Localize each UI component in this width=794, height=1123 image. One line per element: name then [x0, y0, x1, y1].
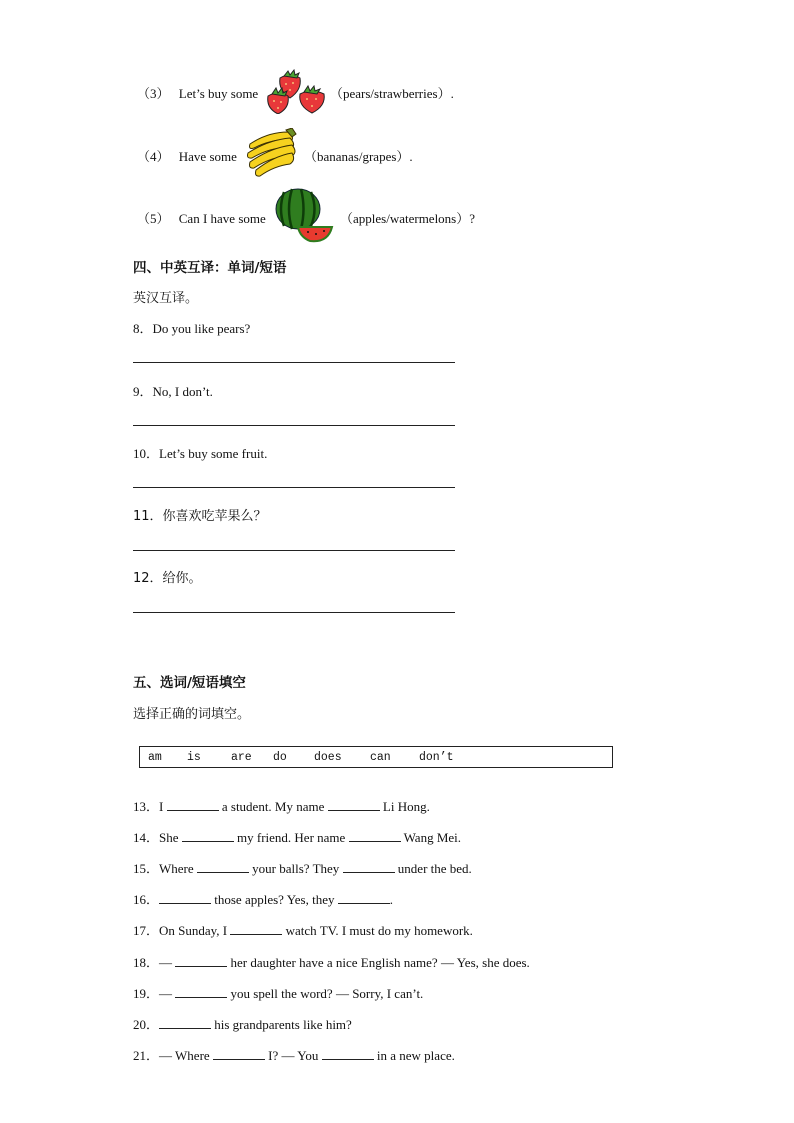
blank[interactable] [182, 831, 234, 842]
translation-question-8: 8．Do you like pears? [133, 321, 251, 336]
fill-question-21 [133, 1045, 455, 1064]
word-bank-item: do [273, 751, 287, 764]
section-5-instruction: 选择正确的词填空。 [133, 707, 251, 722]
question-number: 17． [133, 923, 160, 938]
question-text: your balls? They [248, 861, 343, 876]
question-text: . [389, 892, 394, 907]
bananas-icon [244, 128, 300, 178]
word-bank-item: am [148, 751, 162, 764]
question-text: Li Hong. [379, 799, 430, 814]
translation-question-11: 11．你喜欢吃苹果么？ [133, 509, 267, 524]
picture-item-5 [137, 208, 266, 227]
fill-question-19 [133, 983, 423, 1002]
question-text: Where [159, 861, 197, 876]
blank[interactable] [328, 800, 380, 811]
strawberries-icon [266, 68, 328, 114]
question-text: a student. My name [218, 799, 328, 814]
translation-question-10: 10．Let’s buy some fruit. [133, 446, 268, 461]
fill-question-20 [133, 1014, 352, 1033]
word-bank-box [139, 746, 613, 768]
blank[interactable] [230, 924, 282, 935]
picture-item-4 [137, 146, 237, 165]
blank[interactable] [338, 893, 390, 904]
question-text: — [159, 955, 176, 970]
answer-line-12[interactable] [133, 612, 455, 613]
question-text: my friend. Her name [233, 830, 349, 845]
blank[interactable] [175, 987, 227, 998]
question-text: I? — You [264, 1048, 322, 1063]
question-text: you spell the word? — Sorry, I can’t. [227, 986, 424, 1001]
question-number: 21． [133, 1048, 160, 1063]
word-bank-item: can [370, 751, 391, 764]
question-text: On Sunday, I [159, 923, 231, 938]
blank[interactable] [159, 893, 211, 904]
question-text: those apples? Yes, they [211, 892, 338, 907]
question-text: his grandparents like him? [211, 1017, 352, 1032]
fill-question-13 [133, 796, 430, 815]
section-4-instruction: 英汉互译。 [133, 291, 199, 306]
picture-item-3-options: （pears/strawberries）. [330, 86, 454, 101]
answer-line-8[interactable] [133, 362, 455, 363]
picture-item-5-options: （apples/watermelons）? [340, 211, 476, 226]
question-number: 16． [133, 892, 160, 907]
question-text: She [159, 830, 182, 845]
question-text: her daughter have a nice English name? — Yes, she does. [227, 955, 530, 970]
blank[interactable] [197, 862, 249, 873]
answer-line-9[interactable] [133, 425, 455, 426]
fill-question-16 [133, 889, 393, 908]
question-number: 18． [133, 955, 160, 970]
question-number: 15． [133, 861, 160, 876]
answer-line-11[interactable] [133, 550, 455, 551]
picture-item-4-options: （bananas/grapes）. [304, 149, 413, 164]
item-text: Can I have some [178, 211, 266, 226]
question-text: watch TV. I must do my homework. [282, 923, 473, 938]
question-text: — Where [159, 1048, 213, 1063]
fill-question-17 [133, 920, 473, 939]
picture-item-3 [137, 83, 258, 102]
watermelon-icon [274, 187, 336, 243]
word-bank-item: is [187, 751, 201, 764]
question-number: 13． [133, 799, 160, 814]
question-text: in a new place. [373, 1048, 455, 1063]
question-text: I [159, 799, 167, 814]
section-4-title: 四、中英互译：单词/短语 [133, 260, 287, 276]
blank[interactable] [167, 800, 219, 811]
question-number: 20． [133, 1017, 160, 1032]
item-number: （4） [137, 149, 170, 164]
word-bank-item: does [314, 751, 342, 764]
answer-line-10[interactable] [133, 487, 455, 488]
question-number: 19． [133, 986, 160, 1001]
question-text: under the bed. [394, 861, 472, 876]
blank[interactable] [175, 956, 227, 967]
translation-question-12: 12．给你。 [133, 571, 202, 586]
question-text: — [159, 986, 176, 1001]
question-number: 14． [133, 830, 160, 845]
blank[interactable] [322, 1049, 374, 1060]
item-text: Let’s buy some [178, 86, 259, 101]
blank[interactable] [349, 831, 401, 842]
fill-question-18 [133, 952, 530, 971]
blank[interactable] [159, 1018, 211, 1029]
translation-question-9: 9．No, I don’t. [133, 384, 213, 399]
question-text: Wang Mei. [400, 830, 462, 845]
fill-question-15 [133, 858, 472, 877]
word-bank-item: don’t [419, 751, 454, 764]
blank[interactable] [213, 1049, 265, 1060]
item-number: （5） [137, 211, 170, 226]
blank[interactable] [343, 862, 395, 873]
word-bank-item: are [231, 751, 252, 764]
item-text: Have some [178, 149, 237, 164]
section-5-title: 五、选词/短语填空 [133, 675, 246, 691]
item-number: （3） [137, 86, 170, 101]
fill-question-14 [133, 827, 461, 846]
